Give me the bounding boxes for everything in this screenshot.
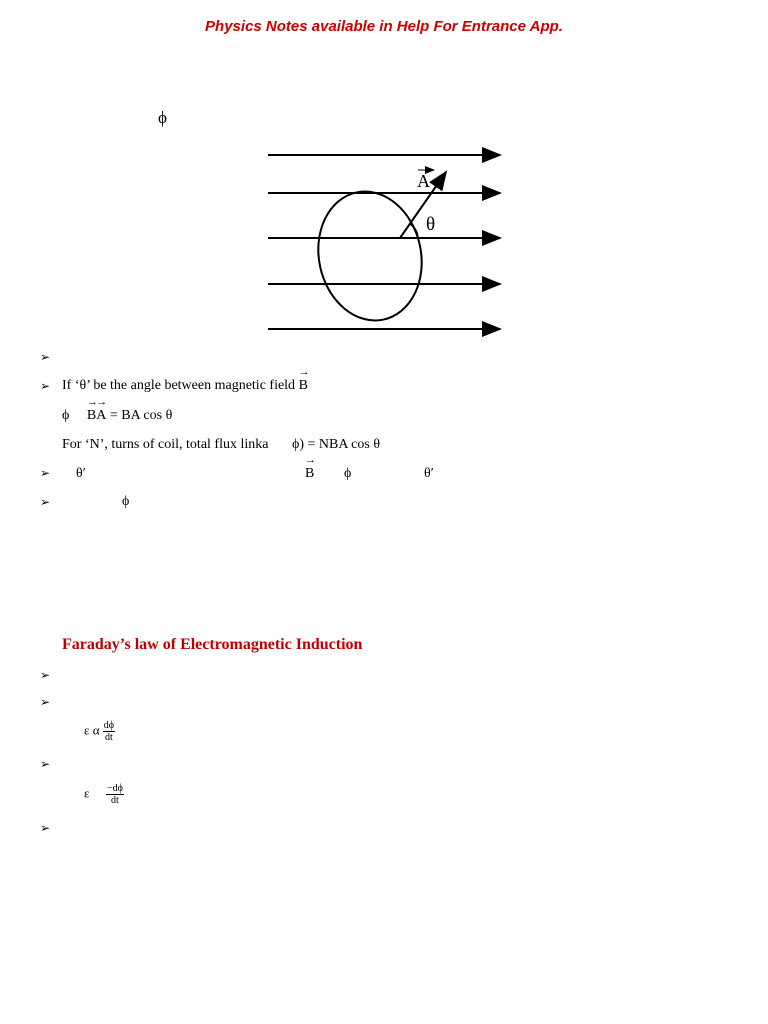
flux-diagram [262,140,512,345]
a-vector: → A [96,408,106,424]
theta-prime-2: θ′ [424,466,434,481]
flux-equation-rhs: = BA cos θ [109,408,173,423]
flux-linkage-text: For ‘N’, turns of coil, total flux linka [62,437,269,452]
b-vector: → B [87,408,96,424]
bullet-marker: ➢ [40,757,51,771]
proportionality-equation [84,720,115,743]
phi-symbol: ϕ [122,494,130,509]
bullet-marker: ➢ [40,350,51,364]
faraday-equation [84,783,124,806]
flux-equation-line [62,408,172,424]
vector-label-a: A [417,171,430,191]
bullet-marker: ➢ [40,379,51,393]
bullet-marker: ➢ [40,821,51,835]
faraday-heading: Faraday’s law of Electromagnetic Induction [62,636,363,653]
eq2-fraction: $\frac{-d\phi}{dt}$ [106,783,123,806]
theta-prime-1: θ′ [76,466,86,481]
phi-symbol: ϕ [158,108,167,127]
flux-linkage-line [62,437,380,453]
app-banner: Physics Notes available in Help For Entrance App. [205,18,563,35]
phi-symbol: ϕ [344,466,352,481]
bullet-marker: ➢ [40,495,51,509]
coil-loop [307,182,434,330]
bullet-marker: ➢ [40,668,51,682]
angle-definition-line [62,378,308,394]
bullet-marker: ➢ [40,695,51,709]
b-vector: → B [299,378,308,394]
flux-linkage-rhs: ϕ) = NBA cos θ [291,437,381,452]
eq1-fraction: $\frac{d\phi}{dt}$ [103,720,115,743]
b-vector: → B [305,466,314,482]
eq1-lhs: ε α [84,722,100,738]
eq2-lhs: ε [84,785,90,801]
bullet-marker: ➢ [40,466,51,480]
angle-label-theta: θ [426,214,436,235]
angle-definition-text: If ‘θ’ be the angle between magnetic field [62,378,299,393]
phi-symbol: ϕ [62,408,70,423]
